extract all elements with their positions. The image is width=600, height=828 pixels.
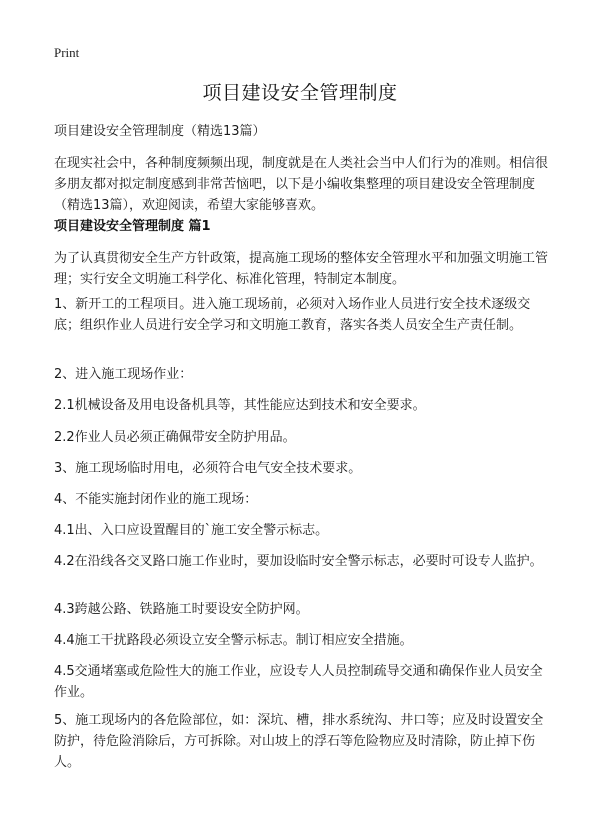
- section-heading: 项目建设安全管理制度 篇1: [54, 219, 211, 234]
- body-paragraph: 2.1机械设备及用电设备机具等，其性能应达到技术和安全要求。: [54, 398, 426, 413]
- body-paragraph: 2.2作业人员必须正确佩带安全防护用品。: [54, 430, 296, 445]
- body-paragraph: 5、施工现场内的各危险部位，如：深坑、槽，排水系统沟、井口等；应及时设置安全防护，待危险消除后，方可拆除。对山坡上的浮石等危险物应及时清除，防止掉下伤人。: [54, 713, 544, 770]
- body-paragraph: 2、进入施工现场作业：: [54, 367, 193, 382]
- document-title: 项目建设安全管理制度: [202, 82, 398, 104]
- body-paragraph: 3、施工现场临时用电，必须符合电气安全技术要求。: [54, 461, 362, 476]
- body-paragraph: 4.5交通堵塞或危险性大的施工作业，应设专人人员控制疏导交通和确保作业人员安全作业。: [54, 664, 543, 700]
- body-paragraph: 4、不能实施封闭作业的施工现场：: [54, 492, 258, 507]
- body-paragraph: 为了认真贯彻安全生产方针政策，提高施工现场的整体安全管理水平和加强文明施工管理；实行安全文明施工科学化、标准化管理，特制定本制度。: [54, 251, 549, 287]
- print-link[interactable]: Print: [54, 45, 80, 60]
- body-paragraph: 4.2在沿线各交叉路口施工作业时，要加设临时安全警示标志，必要时可设专人监护。: [54, 554, 543, 569]
- body-paragraph: 4.1出、入口应设置醒目的`施工安全警示标志。: [54, 523, 329, 538]
- body-paragraph: 4.3跨越公路、铁路施工时要设安全防护网。: [54, 602, 309, 617]
- body-paragraph: 1、新开工的工程项目。进入施工现场前，必须对入场作业人员进行安全技术逐级交底；组织作业人员进行安全学习和文明施工教育，落实各类人员安全生产责任制。: [54, 297, 531, 333]
- document-subtitle: 项目建设安全管理制度（精选13篇）: [54, 124, 266, 139]
- body-paragraph: 4.4施工干扰路段必须设立安全警示标志。制订相应安全措施。: [54, 633, 413, 648]
- intro-paragraph: 在现实社会中，各种制度频频出现，制度就是在人类社会当中人们行为的准则。相信很多朋友都对拟定制度感到非常苦恼吧，以下是小编收集整理的项目建设安全管理制度（精选13篇），欢迎阅读，希望大家能够喜欢。: [54, 156, 549, 213]
